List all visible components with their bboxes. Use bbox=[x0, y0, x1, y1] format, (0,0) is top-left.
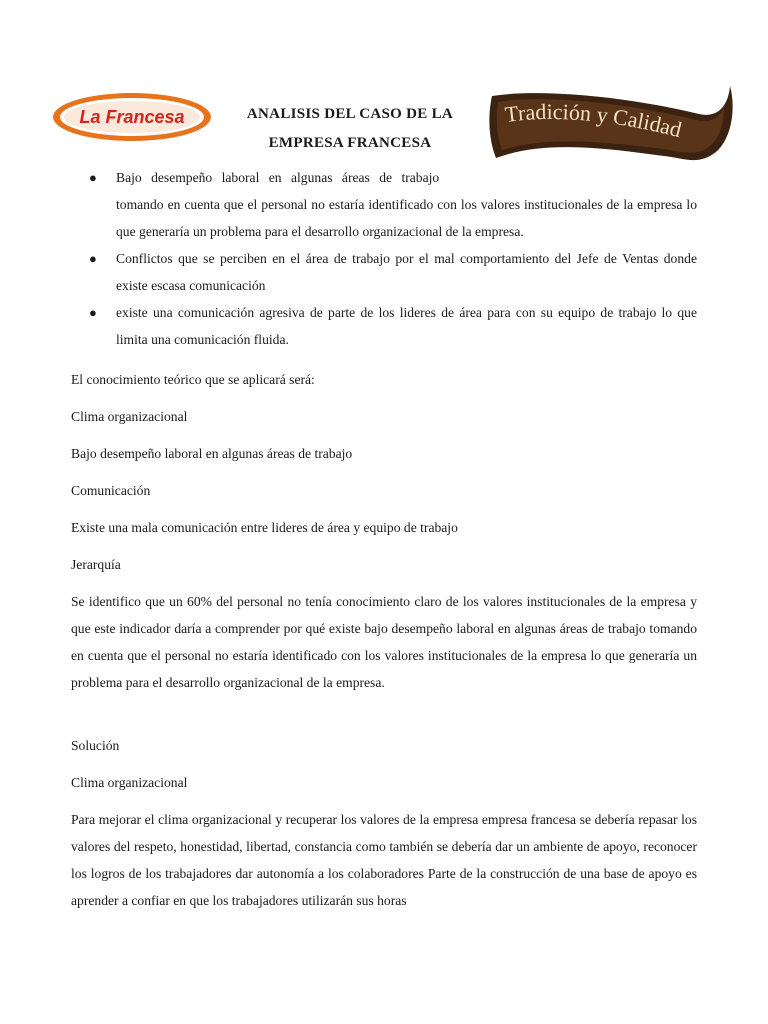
bullet-first-line: Bajo desempeño laboral en algunas áreas de trabajo bbox=[116, 170, 440, 185]
heading-clima-organizacional: Clima organizacional bbox=[71, 409, 188, 424]
bullet-item bbox=[89, 164, 697, 245]
heading-solucion: Solución bbox=[71, 738, 120, 753]
mejorar-clima-paragraph: Para mejorar el clima organizacional y recuperar los valores de la empresa empresa francesa se debería repasar los valores del respeto, honestidad, libertad, constancia como también se debería dar un ambiente de apoyo, reconocer los logros de los trabajadores dar autonomía a los colaboradores Parte de la construcción de una base de apoyo es aprender a confiar en que los trabajadores utilizarán sus horas bbox=[71, 812, 697, 908]
mala-comunicacion-paragraph: Existe una mala comunicación entre lideres de área y equipo de trabajo bbox=[71, 520, 458, 535]
document-title bbox=[232, 100, 468, 158]
bullet-item bbox=[89, 245, 697, 299]
la-francesa-logo bbox=[52, 92, 212, 142]
heading-jerarquia: Jerarquía bbox=[71, 557, 121, 572]
bajo-desempeno-paragraph: Bajo desempeño laboral en algunas áreas de trabajo bbox=[71, 446, 353, 461]
bullet-icon: ● bbox=[89, 305, 97, 320]
heading-comunicacion: Comunicación bbox=[71, 483, 151, 498]
bullet-item bbox=[89, 299, 697, 353]
banner-text: Tradición y Calidad bbox=[503, 99, 685, 143]
bullet-text: existe una comunicación agresiva de parte de los lideres de área para con su equipo de trabajo lo que limita una comunicación fluida. bbox=[116, 305, 697, 347]
title-line-2: EMPRESA FRANCESA bbox=[268, 135, 432, 151]
identifico-paragraph: Se identifico que un 60% del personal no tenía conocimiento claro de los valores institucionales de la empresa y que este indicador daría a comprender por qué existe bajo desempeño laboral en algunas áreas de trabajo tomando en cuenta que el personal no estaría identificado con los valores institucionales de la empresa lo que generaría un problema para el desarrollo organizacional de la empresa. bbox=[71, 594, 697, 690]
problem-bullet-list bbox=[89, 164, 697, 353]
intro-paragraph: El conocimiento teórico que se aplicará será: bbox=[71, 372, 315, 387]
bullet-icon: ● bbox=[89, 251, 97, 266]
tradicion-calidad-banner bbox=[484, 78, 734, 170]
bullet-text: Conflictos que se perciben en el área de trabajo por el mal comportamiento del Jefe de Ventas donde existe escasa comunicación bbox=[116, 251, 697, 293]
bullet-icon: ● bbox=[89, 170, 97, 185]
bullet-text: tomando en cuenta que el personal no estaría identificado con los valores institucionales de la empresa lo que generaría un problema para el desarrollo organizacional de la empresa. bbox=[116, 197, 697, 239]
title-line-1: ANALISIS DEL CASO DE LA bbox=[246, 106, 454, 122]
heading-clima-organizacional-2: Clima organizacional bbox=[71, 775, 188, 790]
logo-text: La Francesa bbox=[79, 107, 185, 127]
